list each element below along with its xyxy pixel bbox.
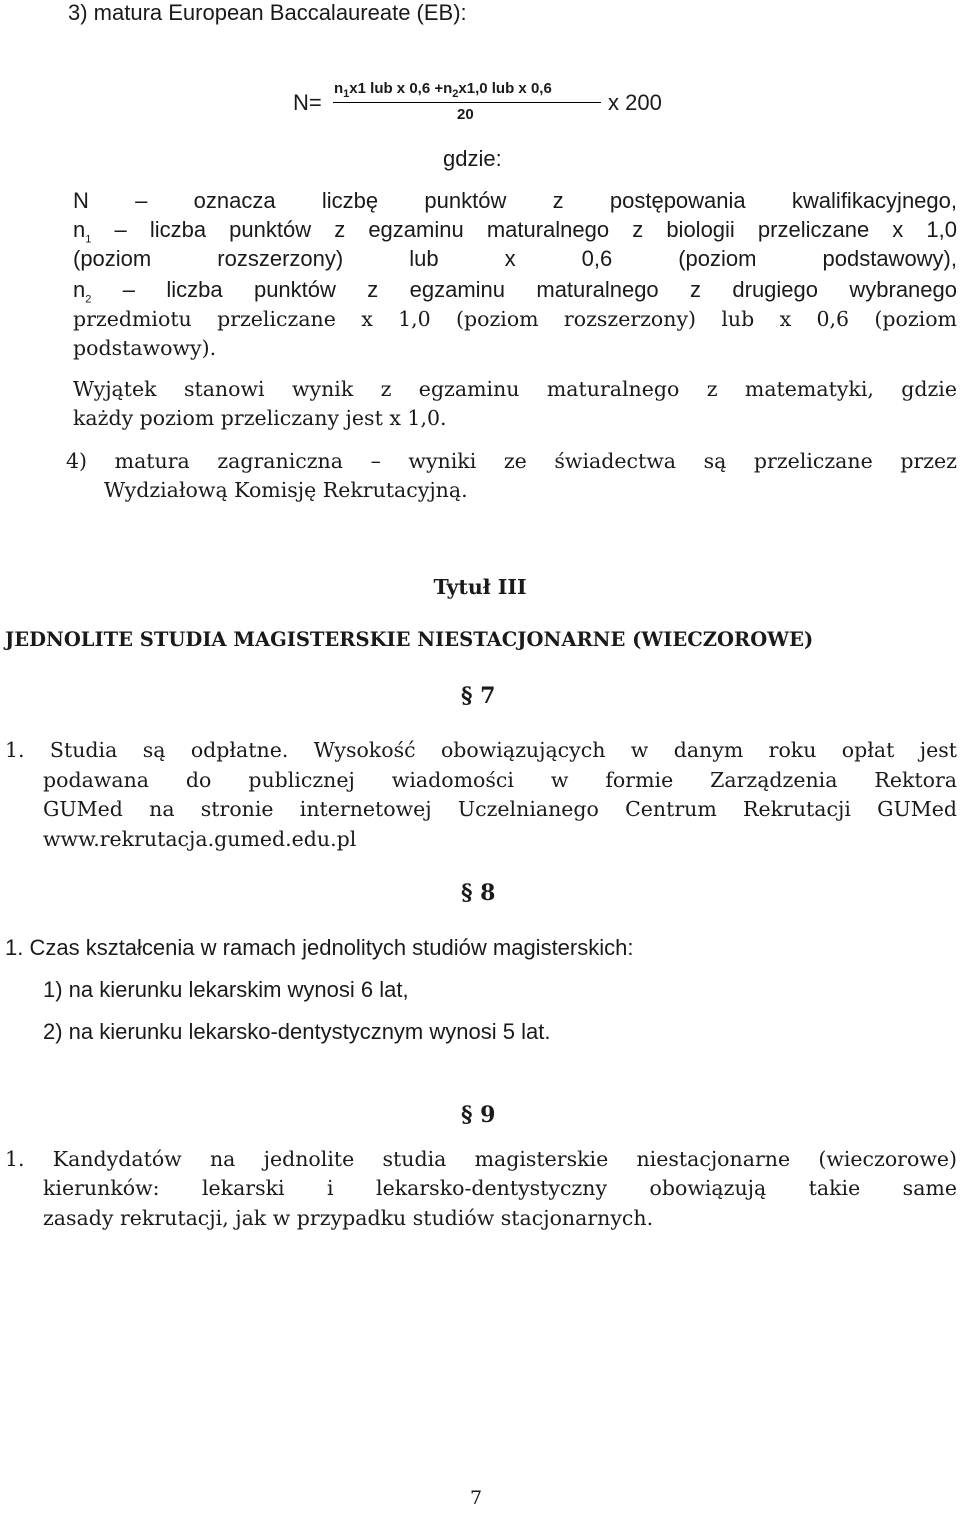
definition-line: przedmiotu przeliczane x 1,0 (poziom rozszerzony) lub x 0,6 (poziom <box>73 307 957 331</box>
section-8-line: 1. Czas kształcenia w ramach jednolitych studiów magisterskich: <box>5 935 634 960</box>
definition-line: $n_1$ – liczba punktów z egzaminu maturalnego z biologii przeliczane x 1,0 <box>73 217 957 246</box>
subtitle-heading: JEDNOLITE STUDIA MAGISTERSKIE NIESTACJONARNE (WIECZOROWE) <box>5 628 814 651</box>
section-9-heading: § 9 <box>461 1102 496 1128</box>
formula-numerator: $n_1x1$ lub x $0,6 +n_2x1,0$ lub x 0,6 <box>334 80 552 100</box>
fraction-bar <box>333 102 601 103</box>
section-9-line: zasady rekrutacji, jak w przypadku studiów stacjonarnych. <box>43 1206 654 1230</box>
section-8-list-item: 2) na kierunku lekarsko-dentystycznym wynosi 5 lat. <box>43 1019 551 1044</box>
exception-line: Wyjątek stanowi wynik z egzaminu maturalnego z matematyki, gdzie <box>73 377 957 401</box>
section-7-line: podawana do publicznej wiadomości w formie Zarządzenia Rektora <box>43 768 957 792</box>
item-3-heading: 3) matura European Baccalaureate (EB): <box>68 0 467 25</box>
definition-line: (poziom rozszerzony) lub x 0,6 (poziom podstawowy), <box>73 246 957 271</box>
formula-lhs: N= <box>293 90 322 115</box>
section-7-line: 1. Studia są odpłatne. Wysokość obowiązujących w danym roku opłat jest <box>5 738 957 762</box>
section-8-heading: § 8 <box>461 880 496 906</box>
definition-line: $n_2$ – liczba punktów z egzaminu maturalnego z drugiego wybranego <box>73 277 957 306</box>
formula-denominator: 20 <box>457 106 474 123</box>
section-7-url: www.rekrutacja.gumed.edu.pl <box>43 827 357 851</box>
gdzie-label: gdzie: <box>443 146 502 171</box>
section-7-heading: § 7 <box>461 683 496 709</box>
page-number: 7 <box>470 1487 483 1509</box>
section-9-line: kierunków: lekarski i lekarsko-dentystyczny obowiązują takie same <box>43 1176 957 1200</box>
item-4-line: Wydziałową Komisję Rekrutacyjną. <box>104 478 468 502</box>
title-heading: Tytuł III <box>433 575 527 599</box>
definition-line: podstawowy). <box>73 336 217 360</box>
section-8-list-item: 1) na kierunku lekarskim wynosi 6 lat, <box>43 977 409 1002</box>
section-7-line: GUMed na stronie internetowej Uczelnianego Centrum Rekrutacji GUMed <box>43 797 957 821</box>
item-4-line: 4) matura zagraniczna – wyniki ze świadectwa są przeliczane przez <box>66 449 957 473</box>
exception-line: każdy poziom przeliczany jest x 1,0. <box>73 406 447 430</box>
definition-line: N – oznacza liczbę punktów z postępowania kwalifikacyjnego, <box>73 188 957 213</box>
section-9-line: 1. Kandydatów na jednolite studia magisterskie niestacjonarne (wieczorowe) <box>5 1147 957 1171</box>
formula-rhs: x 200 <box>608 90 662 115</box>
